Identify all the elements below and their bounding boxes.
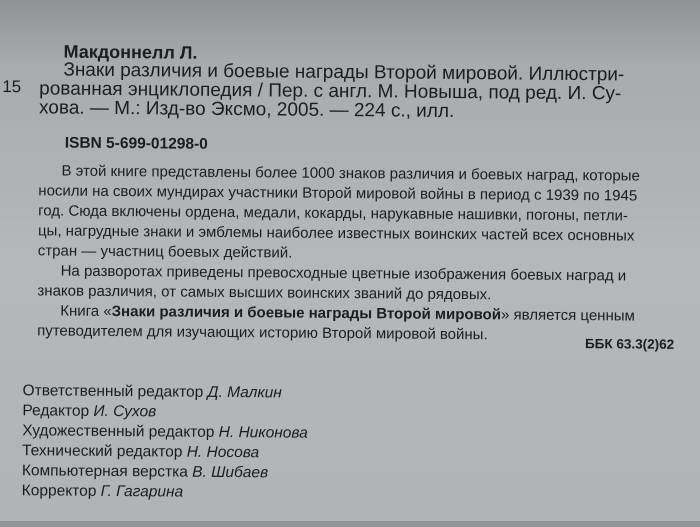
credit-role: Корректор [21, 482, 97, 500]
book-title: Знаки различия и боевые награды Второй мировой [111, 302, 502, 324]
abstract-line: путеводителем для изучающих историю Второй мировой войны. [37, 322, 488, 344]
guide-tail: » является ценным [500, 306, 635, 325]
credit-line [22, 403, 156, 420]
credit-role: Технический редактор [21, 442, 183, 461]
credit-name: И. Сухов [93, 402, 157, 421]
credit-role: Художественный редактор [22, 422, 215, 441]
page-number: 15 [2, 77, 22, 97]
bib-line: рованная энциклопедия / Пер. с англ. М. Новыша, под ред. И. Су- [39, 78, 622, 105]
credit-line [22, 423, 308, 441]
abstract-line: На разворотах приведены превосходные цветные изображения боевых наград и [60, 262, 627, 285]
abstract-line: знаков различия, от самых высших воинских званий до рядовых. [37, 282, 492, 304]
credit-role: Редактор [22, 402, 90, 420]
credit-name: В. Шибаев [192, 463, 269, 482]
author-name: Макдоннелл Л. [63, 41, 198, 63]
isbn: ISBN 5-699-01298-0 [64, 134, 208, 153]
abstract-line: год. Сюда включены ордена, медали, кокарды, нарукавные нашивки, погоны, петли- [38, 202, 629, 225]
credit-line [22, 443, 259, 461]
credit-name: Н. Никонова [218, 423, 308, 442]
credit-line [22, 463, 268, 481]
credit-line [23, 383, 282, 401]
guide-sentence [60, 304, 635, 324]
bbk-code: ББК 63.3(2)62 [584, 336, 675, 352]
abstract-line: носили на своих мундирах участники Второй мировой войны в период с 1939 по 1945 [38, 182, 638, 205]
abstract-line: стран — участниц боевых действий. [37, 242, 293, 262]
credit-name: Г. Гагарина [100, 482, 184, 501]
abstract-line: В этой книге представлены более 1000 знаков различия и боевых наград, которые [61, 162, 640, 185]
credit-line [22, 483, 184, 500]
guide-lead: Книга « [60, 302, 112, 320]
abstract-line: цы, нагрудные знаки и эмблемы наиболее известных воинских частей всех основных [37, 222, 635, 245]
credit-name: Д. Малкин [207, 383, 282, 402]
credit-name: Н. Носова [186, 443, 260, 462]
credit-role: Компьютерная верстка [21, 462, 188, 481]
bib-line: Знаки различия и боевые награды Второй мировой. Иллюстри- [63, 59, 625, 86]
bib-line: хова. — М.: Изд-во Эксмо, 2005. — 224 с., илл. [38, 97, 455, 122]
credit-role: Ответственный редактор [22, 382, 204, 401]
